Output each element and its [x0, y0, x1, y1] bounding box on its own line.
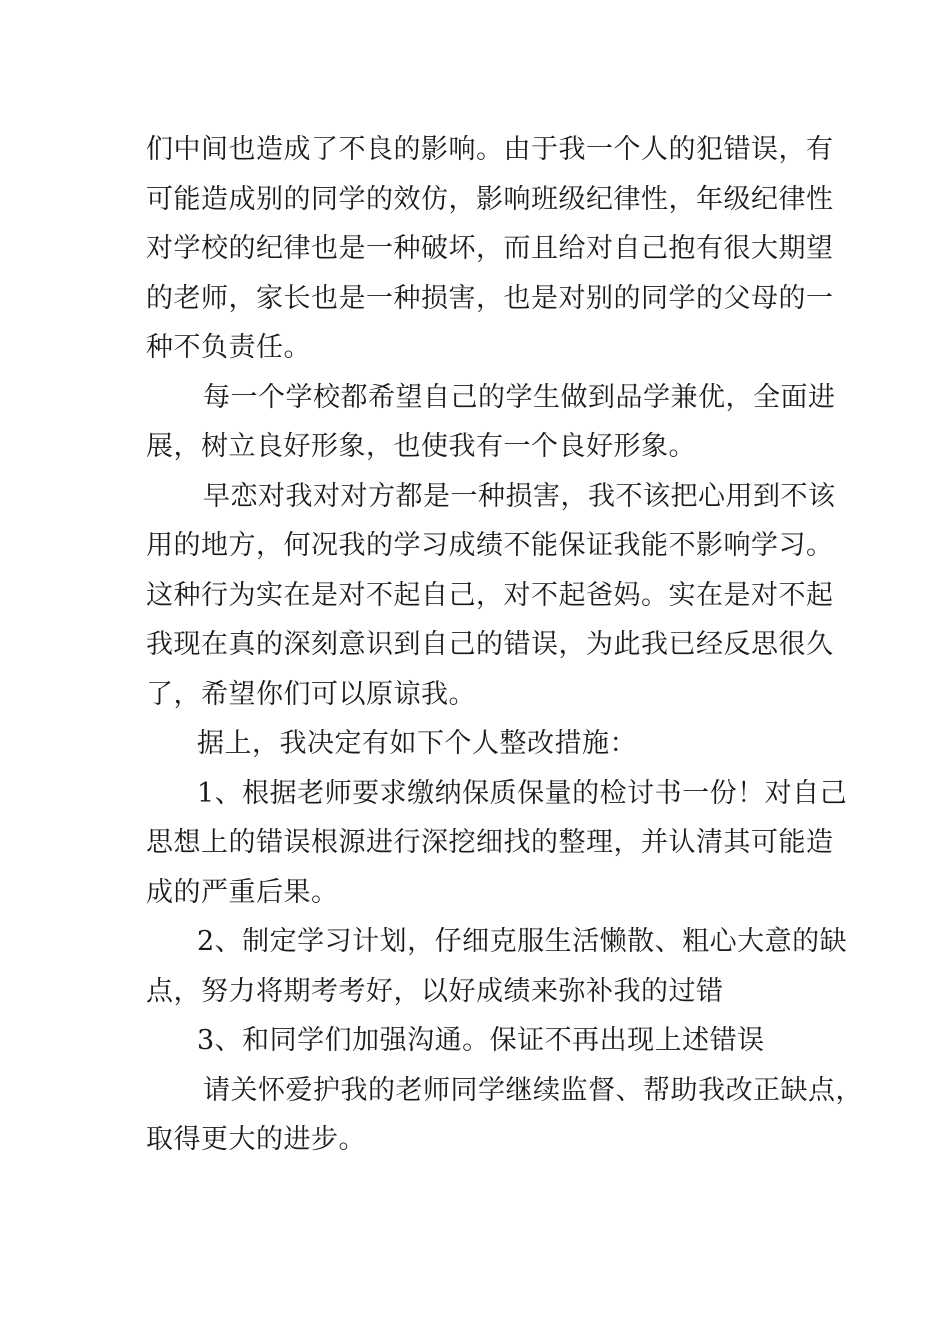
text-line: 们中间也造成了不良的影响。由于我一个人的犯错误，有 — [146, 134, 834, 165]
text-line: 种不负责任。 — [146, 332, 311, 363]
text-line: 展，树立良好形象，也使我有一个良好形象。 — [146, 431, 696, 462]
text-line: 用的地方，何况我的学习成绩不能保证我能不影响学习。 — [146, 530, 834, 561]
text-line: 这种行为实在是对不起自己，对不起爸妈。实在是对不起 — [146, 579, 834, 611]
text-line: 3、和同学们加强沟通。保证不再出现上述错误 — [197, 1025, 765, 1056]
text-line: 的老师，家长也是一种损害，也是对别的同学的父母的一 — [146, 282, 834, 314]
text-line: 请关怀爱护我的老师同学继续监督、帮助我改正缺点， — [203, 1074, 863, 1106]
text-line: 每一个学校都希望自己的学生做到品学兼优，全面进 — [203, 381, 836, 413]
text-line: 可能造成别的同学的效仿，影响班级纪律性，年级纪律性 — [146, 183, 834, 215]
text-line: 了，希望你们可以原谅我。 — [146, 678, 476, 710]
text-line: 成的严重后果。 — [146, 876, 339, 908]
text-line: 对学校的纪律也是一种破坏，而且给对自己抱有很大期望 — [146, 233, 834, 264]
text-line: 早恋对我对对方都是一种损害，我不该把心用到不该 — [203, 480, 836, 512]
document-body — [146, 125, 863, 1165]
text-line: 我现在真的深刻意识到自己的错误，为此我已经反思很久 — [146, 629, 834, 660]
text-line: 取得更大的进步。 — [146, 1124, 366, 1155]
text-line: 思想上的错误根源进行深挖细找的整理，并认清其可能造 — [146, 827, 834, 858]
text-line: 点，努力将期考考好，以好成绩来弥补我的过错 — [146, 975, 724, 1007]
text-line: 2、制定学习计划，仔细克服生活懒散、粗心大意的缺 — [197, 926, 848, 957]
text-line: 据上，我决定有如下个人整改措施： — [197, 728, 637, 759]
text-line: 1、根据老师要求缴纳保质保量的检讨书一份！对自己 — [197, 777, 848, 809]
